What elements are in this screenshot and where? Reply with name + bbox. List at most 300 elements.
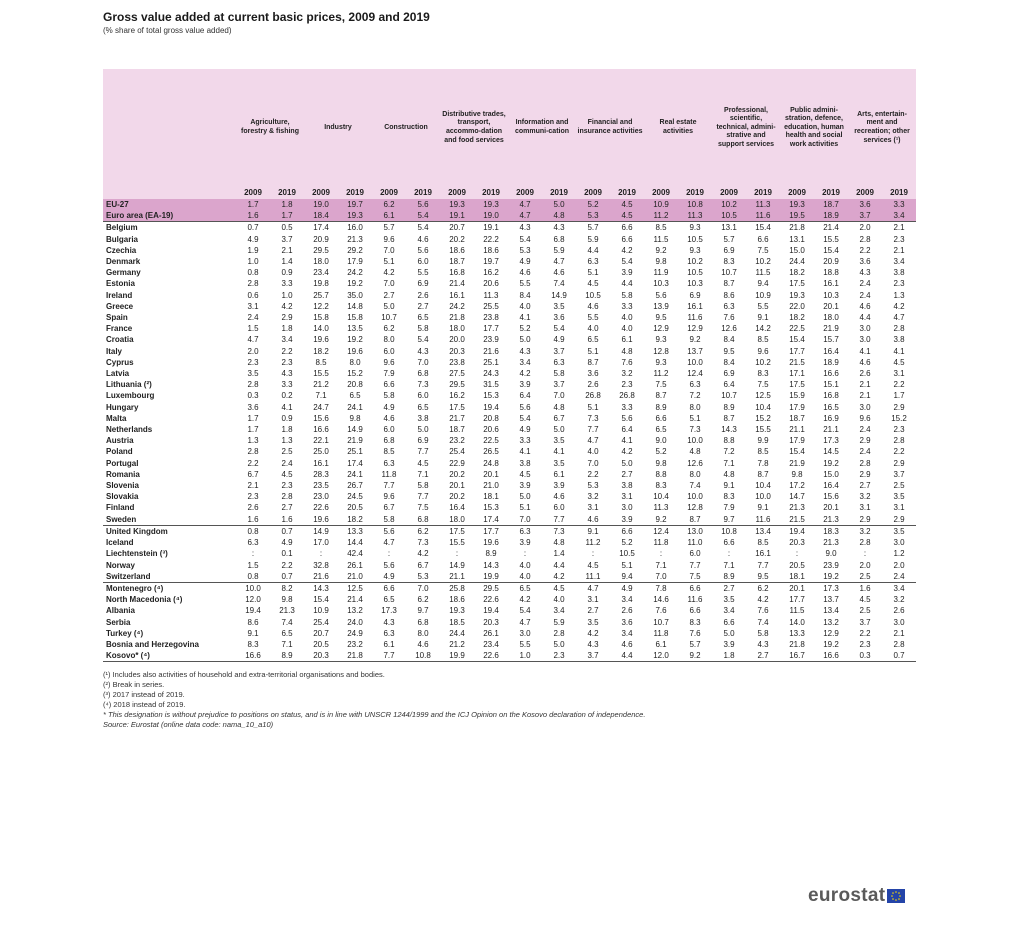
table-cell: 15.0 xyxy=(789,245,805,255)
table-cell: 8.4 xyxy=(723,335,735,345)
table-cell: 3.2 xyxy=(848,525,882,537)
table-row xyxy=(103,323,916,334)
table-cell: 4.3 xyxy=(587,639,599,649)
table-cell: 21.9 xyxy=(789,458,805,468)
table-cell: 8.7 xyxy=(757,469,769,479)
row-label: Ireland xyxy=(106,290,133,300)
table-cell: 10.7 xyxy=(721,391,737,401)
table-cell: 3.9 xyxy=(723,639,735,649)
table-cell: 12.9 xyxy=(687,324,703,334)
table-cell: 14.8 xyxy=(347,301,363,311)
table-cell: 9.4 xyxy=(757,279,769,289)
table-cell: 8.3 xyxy=(689,617,701,627)
table-cell: 11.5 xyxy=(789,606,805,616)
table-cell: 17.4 xyxy=(483,514,499,524)
table-cell: 3.2 xyxy=(587,492,599,502)
table-cell: 20.3 xyxy=(449,346,465,356)
table-cell: 6.3 xyxy=(723,301,735,311)
row-label: Bulgaria xyxy=(106,234,139,244)
table-cell: 6.2 xyxy=(417,595,429,605)
table-cell: : xyxy=(727,549,731,559)
table-cell: 3.7 xyxy=(553,380,565,390)
table-cell: 6.5 xyxy=(383,595,395,605)
table-cell: 16.1 xyxy=(313,458,329,468)
table-cell: 0.1 xyxy=(281,549,293,559)
row-label: Luxembourg xyxy=(106,391,155,401)
row-label: Switzerland xyxy=(106,571,151,581)
table-cell: 7.5 xyxy=(655,380,667,390)
table-cell: 2.2 xyxy=(281,346,293,356)
table-cell: 18.7 xyxy=(449,425,465,435)
row-label: Euro area (EA-19) xyxy=(103,210,236,222)
table-cell: 1.8 xyxy=(270,199,304,210)
table-cell: 2.8 xyxy=(247,380,259,390)
table-cell: 2.6 xyxy=(417,290,429,300)
table-cell: 5.2 xyxy=(576,199,610,210)
table-cell: 6.2 xyxy=(372,199,406,210)
table-cell: 4.2 xyxy=(519,595,531,605)
table-cell: 3.9 xyxy=(519,538,531,548)
table-cell: 13.0 xyxy=(678,525,712,537)
table-cell: 21.7 xyxy=(449,413,465,423)
table-cell: 1.7 xyxy=(247,413,259,423)
table-cell: 23.4 xyxy=(483,639,499,649)
table-cell: 21.5 xyxy=(789,514,805,524)
table-cell: 6.7 xyxy=(383,503,395,513)
table-cell: 7.3 xyxy=(417,538,429,548)
table-cell: 11.1 xyxy=(585,571,601,581)
table-cell: 4.4 xyxy=(621,279,633,289)
table-cell: 7.3 xyxy=(542,525,576,537)
table-cell: 4.6 xyxy=(859,357,871,367)
table-cell: 21.1 xyxy=(789,425,805,435)
table-row xyxy=(103,278,916,289)
table-cell: 17.9 xyxy=(789,402,805,412)
row-label: Latvia xyxy=(106,369,130,379)
table-cell: 9.0 xyxy=(825,549,837,559)
table-cell: 6.9 xyxy=(417,279,429,289)
table-cell: : xyxy=(455,549,459,559)
table-cell: 12.0 xyxy=(245,595,261,605)
table-cell: 4.1 xyxy=(859,346,871,356)
table-cell: 18.3 xyxy=(814,525,848,537)
table-cell: 2.2 xyxy=(587,469,599,479)
table-cell: 0.8 xyxy=(247,268,259,278)
table-cell: 1.0 xyxy=(281,290,293,300)
table-row xyxy=(103,435,916,446)
table-cell: 1.5 xyxy=(247,324,259,334)
table-cell: 3.7 xyxy=(281,234,293,244)
row-label: Portugal xyxy=(106,458,139,468)
table-cell: 4.2 xyxy=(621,245,633,255)
table-cell: 8.7 xyxy=(689,514,701,524)
table-cell: 6.0 xyxy=(417,391,429,401)
table-cell: 10.9 xyxy=(755,290,771,300)
table-cell: 19.2 xyxy=(823,571,839,581)
table-cell: 4.7 xyxy=(576,582,610,594)
table-cell: 6.6 xyxy=(655,413,667,423)
table-cell: 3.9 xyxy=(519,380,531,390)
table-cell: 4.4 xyxy=(553,560,565,570)
table-cell: 3.9 xyxy=(621,514,633,524)
table-cell: 12.8 xyxy=(687,503,703,513)
table-cell: 6.1 xyxy=(372,210,406,222)
year-header: 2019 xyxy=(474,187,508,199)
table-cell: 19.4 xyxy=(245,606,261,616)
table-cell: 20.2 xyxy=(449,469,465,479)
table-cell: 9.8 xyxy=(791,469,803,479)
table-cell: 20.8 xyxy=(483,413,499,423)
table-cell: 5.4 xyxy=(519,234,531,244)
table-cell: 2.4 xyxy=(893,571,905,581)
year-header: 2019 xyxy=(882,187,916,199)
table-cell: 19.3 xyxy=(338,210,372,222)
table-cell: 2.8 xyxy=(893,324,905,334)
table-cell: 5.6 xyxy=(417,245,429,255)
table-cell: 3.4 xyxy=(553,606,565,616)
table-cell: 2.7 xyxy=(587,606,599,616)
table-cell: 1.4 xyxy=(553,549,565,559)
table-cell: 2.9 xyxy=(893,402,905,412)
table-cell: 9.5 xyxy=(723,346,735,356)
table-cell: 2.3 xyxy=(621,380,633,390)
table-cell: 32.8 xyxy=(313,560,329,570)
table-cell: 4.5 xyxy=(542,582,576,594)
table-cell: 6.9 xyxy=(723,369,735,379)
table-cell: 24.7 xyxy=(313,402,329,412)
table-cell: 26.1 xyxy=(347,560,363,570)
table-cell: 20.7 xyxy=(313,628,329,638)
table-cell: 10.7 xyxy=(721,268,737,278)
table-cell: 4.7 xyxy=(519,617,531,627)
table-cell: 15.8 xyxy=(347,313,363,323)
table-cell: 19.4 xyxy=(483,606,499,616)
table-cell: 4.9 xyxy=(610,582,644,594)
row-label: Finland xyxy=(106,503,135,513)
table-cell: 9.7 xyxy=(417,606,429,616)
table-row xyxy=(103,525,916,537)
table-cell: 8.7 xyxy=(587,357,599,367)
table-cell: 4.4 xyxy=(859,313,871,323)
table-cell: 21.4 xyxy=(814,222,848,234)
table-cell: 3.0 xyxy=(519,628,531,638)
table-cell: 3.4 xyxy=(621,628,633,638)
table-cell: 10.0 xyxy=(687,436,703,446)
row-label: North Macedonia (⁴) xyxy=(106,595,183,605)
table-cell: 19.3 xyxy=(780,199,814,210)
table-row xyxy=(103,491,916,502)
table-cell: 10.4 xyxy=(755,481,771,491)
table-cell: 5.6 xyxy=(372,525,406,537)
table-row xyxy=(103,446,916,457)
table-cell: 4.2 xyxy=(519,369,531,379)
table-cell: 4.5 xyxy=(610,210,644,222)
table-cell: 5.8 xyxy=(383,514,395,524)
table-cell: 7.6 xyxy=(655,606,667,616)
year-header: 2009 xyxy=(848,187,882,199)
table-cell: 3.4 xyxy=(893,257,905,267)
table-cell: 1.8 xyxy=(281,324,293,334)
table-cell: 4.2 xyxy=(587,628,599,638)
table-cell: 0.3 xyxy=(848,650,882,662)
table-cell: 19.2 xyxy=(347,279,363,289)
table-cell: 4.5 xyxy=(519,469,531,479)
table-cell: 4.7 xyxy=(893,313,905,323)
table-cell: 19.3 xyxy=(440,199,474,210)
table-cell: 9.1 xyxy=(757,313,769,323)
table-cell: 13.1 xyxy=(712,222,746,234)
table-cell: 7.7 xyxy=(417,447,429,457)
table-cell: 19.6 xyxy=(347,346,363,356)
table-cell: : xyxy=(659,549,663,559)
table-cell: 22.2 xyxy=(483,234,499,244)
table-cell: 16.7 xyxy=(780,650,814,662)
table-cell: 10.8 xyxy=(712,525,746,537)
table-cell: 6.5 xyxy=(281,628,293,638)
table-cell: 8.5 xyxy=(644,222,678,234)
table-row xyxy=(103,424,916,435)
table-cell: 14.9 xyxy=(551,290,567,300)
table-cell: 12.8 xyxy=(653,346,669,356)
table-cell: 19.4 xyxy=(780,525,814,537)
table-cell: 5.8 xyxy=(383,391,395,401)
table-cell: 21.3 xyxy=(823,538,839,548)
table-cell: 12.6 xyxy=(721,324,737,334)
table-cell: 6.1 xyxy=(553,469,565,479)
table-cell: 10.8 xyxy=(406,650,440,662)
table-cell: 0.7 xyxy=(236,222,270,234)
table-cell: 4.3 xyxy=(859,268,871,278)
table-cell: 7.2 xyxy=(689,391,701,401)
table-cell: 11.3 xyxy=(746,199,780,210)
table-cell: 1.0 xyxy=(508,650,542,662)
table-cell: 3.1 xyxy=(247,301,259,311)
table-cell: 6.7 xyxy=(417,560,429,570)
table-cell: 15.6 xyxy=(823,492,839,502)
table-cell: 6.4 xyxy=(723,380,735,390)
table-cell: 19.5 xyxy=(780,210,814,222)
table-cell: 9.8 xyxy=(655,257,667,267)
table-cell: 15.4 xyxy=(313,595,329,605)
table-cell: 0.6 xyxy=(247,290,259,300)
table-cell: 11.5 xyxy=(653,234,669,244)
table-cell: 15.4 xyxy=(789,335,805,345)
table-cell: 42.4 xyxy=(347,549,363,559)
table-cell: 7.7 xyxy=(383,481,395,491)
table-cell: 0.7 xyxy=(270,525,304,537)
table-cell: 10.2 xyxy=(687,257,703,267)
table-cell: 5.6 xyxy=(406,199,440,210)
table-cell: 13.4 xyxy=(746,525,780,537)
table-cell: 22.6 xyxy=(474,650,508,662)
table-cell: 7.0 xyxy=(406,582,440,594)
table-cell: 21.8 xyxy=(338,650,372,662)
table-cell: 5.6 xyxy=(383,560,395,570)
table-cell: 4.0 xyxy=(519,301,531,311)
table-cell: 11.0 xyxy=(687,538,703,548)
table-cell: 20.1 xyxy=(780,582,814,594)
table-cell: 5.4 xyxy=(406,222,440,234)
table-cell: 15.4 xyxy=(789,447,805,457)
table-cell: 7.6 xyxy=(723,313,735,323)
table-cell: 5.5 xyxy=(757,301,769,311)
table-cell: 5.9 xyxy=(553,617,565,627)
table-cell: 14.7 xyxy=(789,492,805,502)
table-cell: 9.6 xyxy=(383,234,395,244)
table-cell: 16.5 xyxy=(823,402,839,412)
table-cell: 10.9 xyxy=(313,606,329,616)
table-cell: 21.5 xyxy=(789,357,805,367)
table-cell: 7.7 xyxy=(757,560,769,570)
table-cell: 7.9 xyxy=(723,503,735,513)
table-cell: 3.9 xyxy=(553,481,565,491)
table-cell: 4.2 xyxy=(893,301,905,311)
table-cell: 8.3 xyxy=(247,639,259,649)
table-cell: 12.4 xyxy=(687,369,703,379)
table-cell: 4.6 xyxy=(859,301,871,311)
table-cell: 2.0 xyxy=(859,560,871,570)
table-cell: 1.2 xyxy=(893,549,905,559)
table-cell: 16.1 xyxy=(449,290,465,300)
table-cell: 2.7 xyxy=(712,582,746,594)
table-row xyxy=(103,222,916,234)
table-cell: 14.0 xyxy=(789,617,805,627)
table-cell: 11.6 xyxy=(687,595,703,605)
table-cell: 19.3 xyxy=(449,606,465,616)
column-header: Real estate activities xyxy=(644,69,712,187)
table-cell: 9.4 xyxy=(621,571,633,581)
table-cell: 7.3 xyxy=(417,380,429,390)
table-cell: 6.8 xyxy=(417,514,429,524)
row-label: Italy xyxy=(106,346,123,356)
table-cell: 2.5 xyxy=(893,481,905,491)
year-header: 2019 xyxy=(678,187,712,199)
table-cell: 4.9 xyxy=(519,425,531,435)
table-cell: 4.6 xyxy=(383,413,395,423)
table-cell: 3.8 xyxy=(621,481,633,491)
year-header: 2009 xyxy=(508,187,542,199)
table-cell: 21.9 xyxy=(823,324,839,334)
table-cell: 17.4 xyxy=(304,222,338,234)
table-cell: 10.9 xyxy=(644,199,678,210)
table-cell: 6.8 xyxy=(417,617,429,627)
table-cell: 21.0 xyxy=(483,481,499,491)
table-cell: 6.9 xyxy=(417,436,429,446)
table-cell: 4.6 xyxy=(553,268,565,278)
table-cell: 4.2 xyxy=(417,549,429,559)
table-cell: 5.7 xyxy=(723,234,735,244)
table-cell: 0.3 xyxy=(247,391,259,401)
table-cell: 6.4 xyxy=(519,391,531,401)
table-cell: 20.1 xyxy=(823,301,839,311)
table-cell: 19.3 xyxy=(789,290,805,300)
table-cell: 10.2 xyxy=(755,357,771,367)
footnote: (³) 2017 instead of 2019. xyxy=(103,690,185,700)
table-row xyxy=(103,469,916,480)
table-cell: 3.4 xyxy=(621,595,633,605)
table-cell: 19.9 xyxy=(440,650,474,662)
table-cell: 2.7 xyxy=(859,481,871,491)
table-cell: 19.7 xyxy=(338,199,372,210)
table-cell: 20.8 xyxy=(347,380,363,390)
table-cell: 5.6 xyxy=(655,290,667,300)
table-cell: 1.8 xyxy=(712,650,746,662)
column-header: Professional, scientific, technical, admini-strative and support services xyxy=(712,69,780,187)
table-row xyxy=(103,571,916,583)
table-cell: 4.1 xyxy=(621,436,633,446)
table-cell: 6.3 xyxy=(247,538,259,548)
table-cell: : xyxy=(523,549,527,559)
table-cell: 5.1 xyxy=(587,346,599,356)
table-cell: 7.9 xyxy=(383,369,395,379)
table-cell: 3.5 xyxy=(882,525,916,537)
table-cell: 5.7 xyxy=(576,222,610,234)
table-row xyxy=(103,514,916,526)
table-cell: 7.1 xyxy=(281,639,293,649)
table-cell: 4.3 xyxy=(519,346,531,356)
row-label: Montenegro (⁴) xyxy=(103,582,236,594)
table-cell: 1.8 xyxy=(281,425,293,435)
table-cell: : xyxy=(863,549,867,559)
table-cell: 24.2 xyxy=(347,268,363,278)
table-cell: 6.7 xyxy=(553,413,565,423)
table-cell: 0.8 xyxy=(247,571,259,581)
table-cell: 29.5 xyxy=(449,380,465,390)
table-cell: 4.0 xyxy=(587,447,599,457)
table-cell: 25.1 xyxy=(347,447,363,457)
table-cell: 6.1 xyxy=(655,639,667,649)
table-cell: 4.5 xyxy=(417,458,429,468)
table-cell: 35.0 xyxy=(347,290,363,300)
row-label: Czechia xyxy=(106,245,137,255)
table-cell: 5.2 xyxy=(655,447,667,457)
table-cell: 19.9 xyxy=(483,571,499,581)
table-cell: 4.2 xyxy=(553,571,565,581)
table-row xyxy=(103,594,916,605)
table-cell: 9.2 xyxy=(689,335,701,345)
table-cell: 15.5 xyxy=(823,234,839,244)
table-cell: 6.5 xyxy=(417,402,429,412)
table-cell: 21.1 xyxy=(823,425,839,435)
table-cell: 4.5 xyxy=(587,279,599,289)
table-cell: 20.3 xyxy=(483,617,499,627)
table-cell: 6.6 xyxy=(372,582,406,594)
year-header: 2009 xyxy=(372,187,406,199)
table-cell: 13.7 xyxy=(823,595,839,605)
table-cell: 3.0 xyxy=(893,538,905,548)
table-cell: 6.3 xyxy=(383,458,395,468)
table-cell: 6.2 xyxy=(746,582,780,594)
table-row xyxy=(103,199,916,210)
table-cell: 4.7 xyxy=(508,199,542,210)
table-cell: 1.7 xyxy=(236,199,270,210)
table-cell: 1.6 xyxy=(848,582,882,594)
table-cell: 0.9 xyxy=(281,268,293,278)
table-cell: 26.8 xyxy=(585,391,601,401)
table-cell: 8.3 xyxy=(757,369,769,379)
document-subtitle: (% share of total gross value added) xyxy=(103,26,232,35)
table-cell: 2.8 xyxy=(247,279,259,289)
table-cell: 14.3 xyxy=(483,560,499,570)
table-cell: 23.8 xyxy=(449,357,465,367)
table-cell: 4.0 xyxy=(519,560,531,570)
table-cell: 7.6 xyxy=(689,628,701,638)
footnote: * This designation is without prejudice to positions on status, and is in line with UNSCR 1244/1999 and the ICJ Opinion on the Kosovo declaration of independence. xyxy=(103,710,646,720)
table-cell: 4.6 xyxy=(553,492,565,502)
table-cell: 3.4 xyxy=(882,582,916,594)
table-cell: 12.2 xyxy=(313,301,329,311)
table-row xyxy=(103,267,916,278)
